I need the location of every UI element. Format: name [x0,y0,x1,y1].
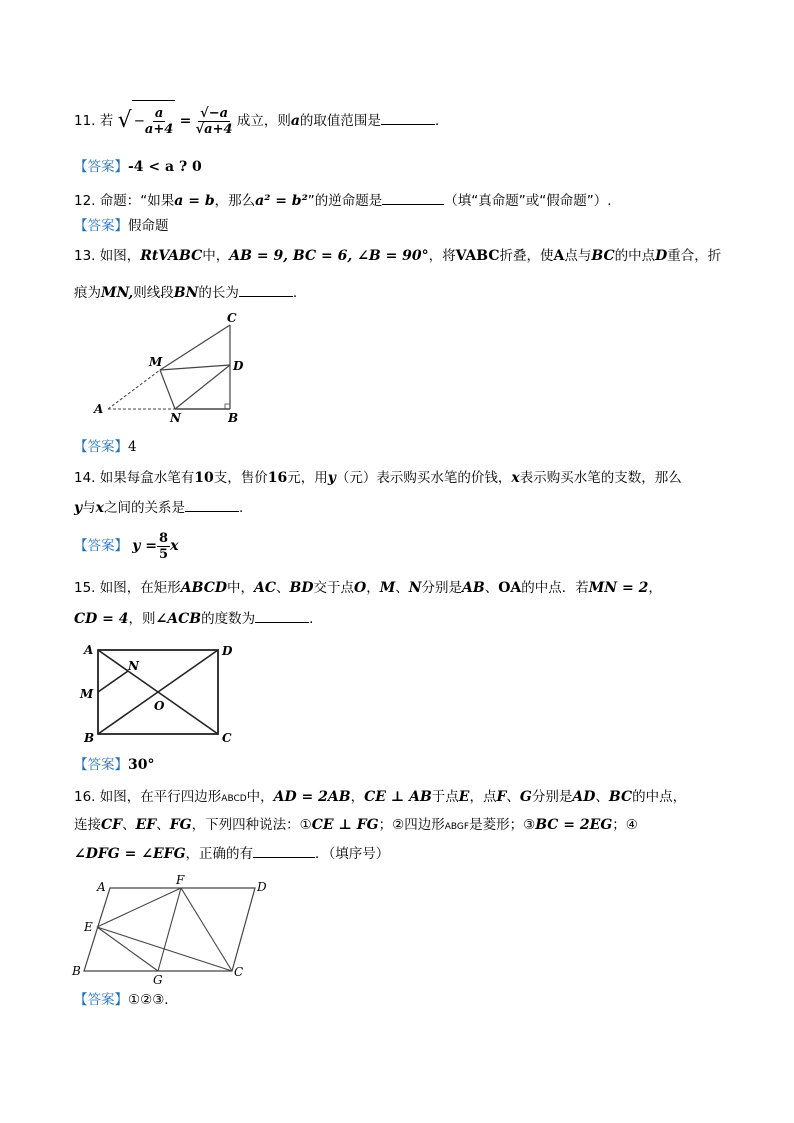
label-o: O [154,699,165,713]
question-number: 13. [74,248,96,264]
math-expression: EF [135,817,157,833]
answer-16 [74,990,169,1010]
answer-12 [74,216,169,236]
math-expression: A [553,248,565,264]
fraction [145,106,173,137]
math-expression: AC [254,580,277,596]
period: . [292,285,298,301]
figure-15-rectangle [70,638,270,748]
question-13 [74,246,721,266]
answer-blank [185,497,239,512]
math-expression: AB [462,580,485,596]
answer-blank [382,190,444,205]
math-expression: MN, [101,285,134,301]
question-text: 交于点 [313,580,355,596]
question-text: 连接 [74,817,101,833]
math-expression: y [74,500,83,516]
answer-value: -4 < a ? 0 [128,159,202,175]
question-text: 、 [395,580,409,596]
answer-value: 30° [128,757,155,773]
answer-value: 4 [128,439,137,455]
answer-value: 假命题 [128,218,169,234]
numerator: a [154,105,164,121]
math-expression: MN = 2 [588,580,649,596]
question-14-line-2 [74,497,243,518]
math-expression: FG [169,817,192,833]
question-15 [74,578,662,598]
question-number: 16. [74,789,96,805]
small-text: ABCD [221,794,247,804]
math-expression: F [496,789,507,805]
math-expression: O [354,580,367,596]
answer-blank [239,282,293,297]
math-expression: y [327,470,336,486]
answer-label: 【答案】 [74,757,128,773]
label-n: N [128,659,139,673]
answer-blank [255,608,309,623]
question-text: 之间的关系是 [104,500,185,516]
label-a: A [84,643,94,657]
question-12 [74,190,612,211]
math-expression: BD [289,580,314,596]
question-text: （填“真命题”或“假命题”）. [444,193,612,209]
question-text: ， [366,580,380,596]
math-expression: RtVABC [140,248,203,264]
label-e: E [84,920,93,934]
answer-label: 【答案】 [74,159,128,175]
label-c: C [234,965,244,979]
answer-label: 【答案】 [74,992,128,1008]
math-expression: N [408,580,422,596]
question-text: 中， [227,580,255,596]
answer-11 [74,157,202,177]
math-expression: a = b [174,193,215,209]
question-text: 命题：“如果 [99,193,175,209]
denominator-value: a+4 [204,121,233,137]
question-text: ，下列四种说法：① [191,817,312,833]
equals: = [179,113,192,129]
denominator: √a+4 [195,121,233,137]
math-expression: x [511,470,520,486]
sqrt-symbol: √ [117,108,132,133]
question-13-line-2 [74,282,297,303]
math-expression: AB = 9, BC = 6, ∠B = 90° [229,248,429,264]
math-expression: G [519,789,532,805]
math-expression: CE ⊥ FG [311,817,379,833]
label-c: C [227,311,237,325]
label-m: M [149,355,163,369]
math-expression: AD [572,789,596,805]
question-text: ；②四边形 [378,817,445,833]
question-text: 中， [202,248,230,264]
math-expression: 16 [267,470,288,486]
answer-rhs: x [170,538,179,554]
math-expression: BC [608,789,633,805]
label-b: B [84,731,95,745]
question-16 [74,787,686,809]
sqrt-expression: − $\frac{a}{a+4}$ [132,100,176,141]
label-a: A [94,402,104,416]
question-16-line-2 [74,815,638,837]
math-expression: M [379,580,396,596]
period: . [434,113,440,129]
question-text: 、 [156,817,170,833]
math-expression: BC [591,248,615,264]
question-text: 的长为 [198,285,239,301]
question-15-line-2 [74,608,313,629]
denominator: a+4 [144,121,174,137]
question-text: ， [350,789,365,805]
answer-blank [253,843,315,858]
label-g: G [153,973,163,987]
numerator: 8 [159,530,169,546]
question-text: ，则 [128,611,156,627]
math-expression: 10 [194,470,214,486]
question-11 [74,100,439,141]
math-expression: AD = 2AB [273,789,351,805]
question-text: 支，售价 [213,470,268,486]
question-text: 、 [276,580,290,596]
math-expression: D [655,248,668,264]
math-expression: ∠DFG = ∠EFG [74,846,186,862]
small-text: ABGF [444,822,470,832]
label-d: D [222,644,233,658]
answer-lhs: y = [132,538,158,554]
question-text: 、 [484,580,499,596]
question-text: 表示购买水笔的支数，那么 [519,470,682,486]
math-var: a [290,113,300,129]
denominator: 5 [159,546,169,562]
question-text: 的中点．若 [521,580,589,596]
label-n: N [170,411,181,425]
math-expression: ABCD [180,580,228,596]
question-text: ．（填序号） [315,846,390,862]
period: . [309,611,314,627]
math-expression: CE ⊥ AB [364,789,432,805]
numerator: √−a [200,105,229,121]
math-expression: a² = b² [255,193,308,209]
question-16-line-3 [74,843,389,864]
math-expression: x [95,500,104,516]
question-14 [74,468,682,488]
math-expression: BN [173,285,199,301]
math-expression: VABC [455,248,500,264]
question-text: 与 [82,500,96,516]
period: . [239,500,244,516]
question-text: 、 [506,789,520,805]
question-text: 于点 [431,789,459,805]
question-number: 14. [74,470,96,486]
figure-13-triangle [70,305,270,430]
question-text: 若 [99,113,114,129]
question-text: 如图， [99,248,141,264]
question-text: 、 [122,817,136,833]
label-a: A [97,880,106,894]
label-f: F [176,873,185,887]
question-number: 15. [74,580,96,596]
question-text: 折叠，使 [499,248,554,264]
question-text: 分别是 [421,580,463,596]
question-text: 如图，在平行四边形 [99,789,222,805]
question-text: ，点 [469,789,497,805]
question-text: 分别是 [531,789,573,805]
question-text: ，将 [428,248,456,264]
question-text: 如图，在矩形 [99,580,181,596]
math-expression: CD = 4 [74,611,129,627]
question-text: ”的逆命题是 [307,193,383,209]
question-text: 元，用 [287,470,328,486]
math-expression: E [458,789,470,805]
question-text: 中， [246,789,274,805]
question-text: 点与 [564,248,592,264]
question-text: 如果每盒水笔有 [99,470,195,486]
math-expression: OA [498,580,522,596]
answer-label: 【答案】 [74,218,128,234]
answer-label: 【答案】 [74,439,128,455]
question-text: 的中点， [632,789,687,805]
question-text: 的取值范围是 [299,113,381,129]
label-m: M [80,687,94,701]
answer-blank [381,110,435,125]
question-text: 是菱形；③ [469,817,536,833]
answer-value: ①②③. [128,992,169,1008]
answer-13 [74,437,137,457]
label-b: B [228,411,239,425]
question-text: ，那么 [214,193,256,209]
question-text: ，正确的有 [185,846,254,862]
figure-16-parallelogram [70,868,290,988]
label-d: D [257,880,267,894]
question-number: 12. [74,193,96,209]
question-number: 11. [74,113,96,129]
question-text: 成立，则 [236,113,291,129]
question-text: 则线段 [133,285,174,301]
question-text: 的度数为 [201,611,256,627]
question-text: 重合，折 [667,248,722,264]
question-text: 痕为 [74,285,101,301]
math-expression: CF [101,817,123,833]
question-text: 、 [595,789,609,805]
label-c: C [222,731,232,745]
math-expression: BC = 2EG [535,817,613,833]
question-text: 的中点 [614,248,656,264]
answer-14 [74,528,178,564]
answer-label: 【答案】 [74,538,128,554]
question-text: ；④ [612,817,638,833]
answer-15 [74,755,154,775]
fraction-rhs [196,106,233,137]
label-d: D [233,359,244,373]
answer-fraction [157,531,170,562]
question-text: ， [648,580,662,596]
label-b: B [72,964,81,978]
math-expression: ∠ACB [155,611,202,627]
numerator-value: −a [208,105,229,121]
question-text: （元）表示购买水笔的价钱， [335,470,512,486]
